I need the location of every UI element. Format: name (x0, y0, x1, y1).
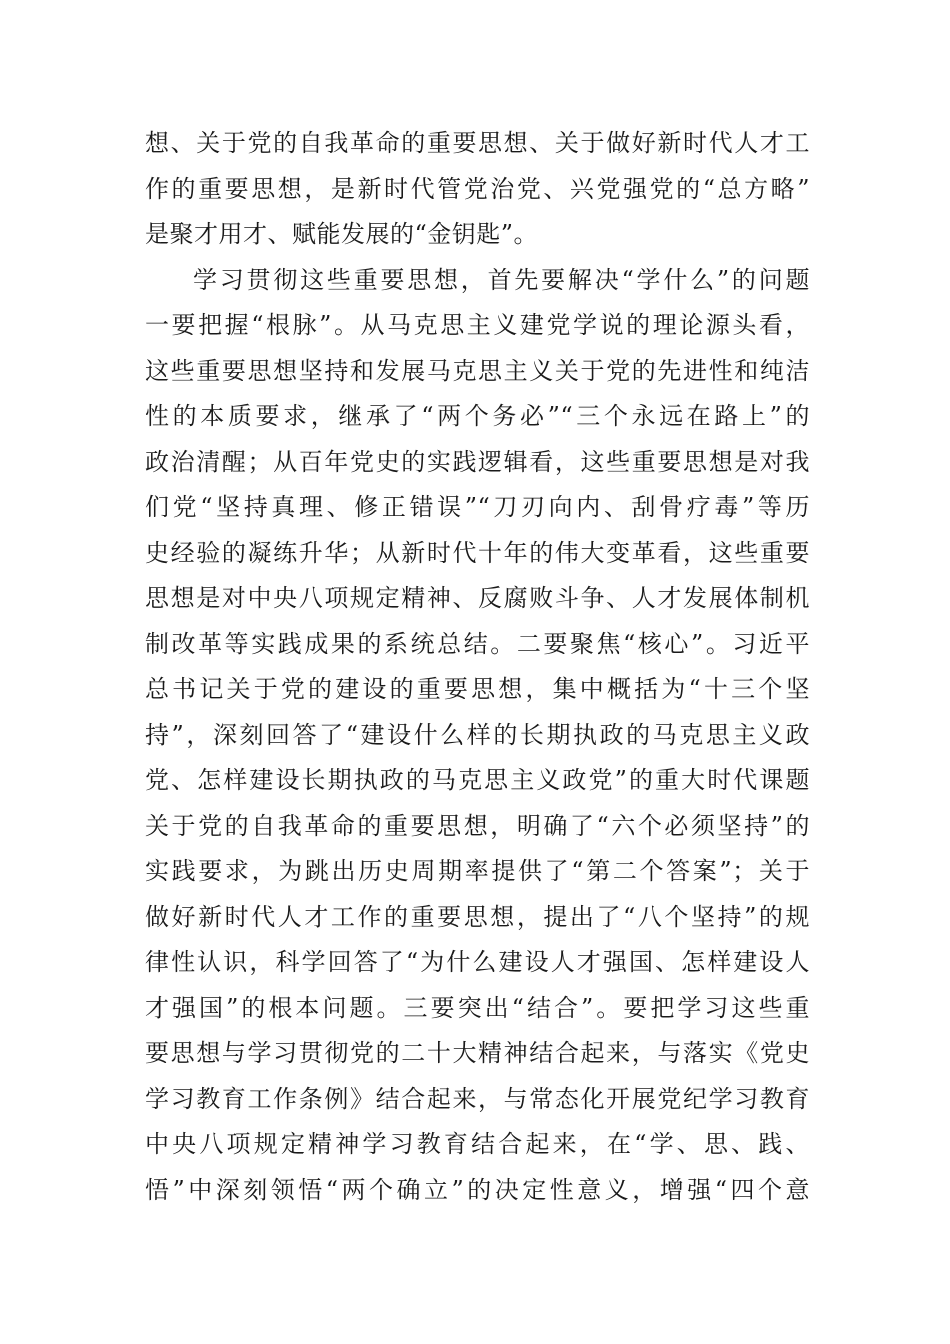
text-line: 政治清醒；从百年党史的实践逻辑看，这些重要思想是对我 (145, 447, 810, 476)
text-line: 这些重要思想坚持和发展马克思主义关于党的先进性和纯洁 (145, 356, 810, 385)
text-line: 持”，深刻回答了“建设什么样的长期执政的马克思主义政 (145, 720, 810, 749)
text-line: 悟”中深刻领悟“两个确立”的决定性意义，增强“四个意 (145, 1175, 810, 1204)
text-line: 中央八项规定精神学习教育结合起来，在“学、思、践、 (145, 1130, 810, 1158)
text-line: 党、怎样建设长期执政的马克思主义政党”的重大时代课题 (145, 766, 810, 794)
text-line: 学习教育工作条例》结合起来，与常态化开展党纪学习教育 (145, 1084, 810, 1113)
body-text (145, 121, 810, 1213)
text-line: 作的重要思想，是新时代管党治党、兴党强党的“总方略” (145, 174, 810, 203)
text-line: 史经验的凝练升华；从新时代十年的伟大变革看，这些重要 (145, 538, 810, 567)
text-line: 一要把握“根脉”。从马克思主义建党学说的理论源头看， (145, 311, 810, 339)
text-line: 实践要求，为跳出历史周期率提供了“第二个答案”；关于 (145, 857, 810, 885)
text-line: 们党“坚持真理、修正错误”“刀刃向内、刮骨疗毒”等历 (145, 493, 810, 521)
paragraph-start-line: 学习贯彻这些重要思想，首先要解决“学什么”的问题 (193, 265, 810, 294)
text-line: 制改革等实践成果的系统总结。二要聚焦“核心”。习近平 (145, 629, 810, 658)
text-line: 才强国”的根本问题。三要突出“结合”。要把学习这些重 (145, 993, 810, 1022)
text-line: 想、关于党的自我革命的重要思想、关于做好新时代人才工 (145, 129, 810, 157)
text-line: 思想是对中央八项规定精神、反腐败斗争、人才发展体制机 (145, 584, 810, 612)
text-line: 是聚才用才、赋能发展的“金钥匙”。 (145, 220, 539, 248)
text-line: 要思想与学习贯彻党的二十大精神结合起来，与落实《党史 (145, 1039, 810, 1067)
text-line: 关于党的自我革命的重要思想，明确了“六个必须坚持”的 (145, 811, 810, 840)
text-line: 做好新时代人才工作的重要思想，提出了“八个坚持”的规 (145, 902, 810, 931)
text-line: 性的本质要求，继承了“两个务必”“三个永远在路上”的 (145, 402, 810, 430)
text-line: 律性认识，科学回答了“为什么建设人才强国、怎样建设人 (145, 948, 810, 976)
text-line: 总书记关于党的建设的重要思想，集中概括为“十三个坚 (145, 675, 810, 703)
